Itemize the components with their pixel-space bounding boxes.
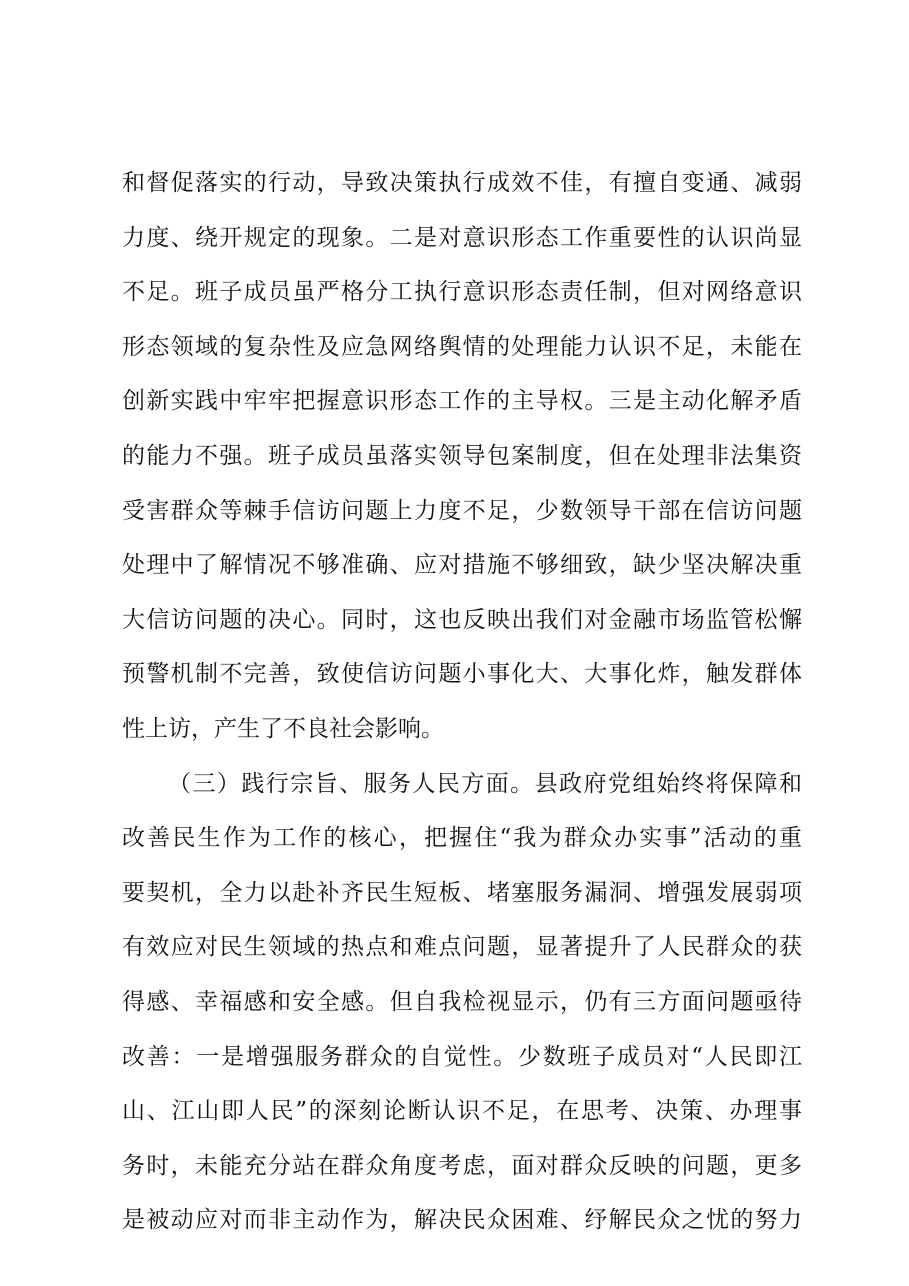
text-line: 受害群众等棘手信访问题上力度不足，少数领导干部在信访问题 <box>122 497 802 524</box>
body-text <box>122 156 802 1248</box>
text-line: 的能力不强。班子成员虽落实领导包案制度，但在处理非法集资 <box>122 442 802 469</box>
text-line: 不足。班子成员虽严格分工执行意识形态责任制，但对网络意识 <box>122 279 802 306</box>
text-line: 要契机，全力以赴补齐民生短板、堵塞服务漏洞、增强发展弱项 <box>122 879 802 906</box>
text-line: 预警机制不完善，致使信访问题小事化大、大事化炸，触发群体 <box>122 661 802 688</box>
text-line: 力度、绕开规定的现象。二是对意识形态工作重要性的认识尚显 <box>122 224 802 251</box>
text-line: 是被动应对而非主动作为，解决民众困难、纾解民众之忧的努力 <box>122 1207 802 1234</box>
text-line: 山、江山即人民”的深刻论断认识不足，在思考、决策、办理事 <box>122 1098 802 1125</box>
text-line: 有效应对民生领域的热点和难点问题，显著提升了人民群众的获 <box>122 934 802 961</box>
section-heading-line: （三）践行宗旨、服务人民方面。县政府党组始终将保障和 <box>168 770 802 797</box>
text-line: 得感、幸福感和安全感。但自我检视显示，仍有三方面问题亟待 <box>122 988 802 1015</box>
paragraph-end-line: 性上访，产生了不良社会影响。 <box>122 715 444 742</box>
text-line: 创新实践中牢牢把握意识形态工作的主导权。三是主动化解矛盾 <box>122 388 802 415</box>
text-line: 处理中了解情况不够准确、应对措施不够细致，缺少坚决解决重 <box>122 552 802 579</box>
text-line: 改善民生作为工作的核心，把握住“我为群众办实事”活动的重 <box>122 825 802 852</box>
text-line: 形态领域的复杂性及应急网络舆情的处理能力认识不足，未能在 <box>122 333 802 360</box>
text-line: 改善：一是增强服务群众的自觉性。少数班子成员对“人民即江 <box>122 1043 802 1070</box>
text-line: 务时，未能充分站在群众角度考虑，面对群众反映的问题，更多 <box>122 1152 802 1179</box>
text-line: 大信访问题的决心。同时，这也反映出我们对金融市场监管松懈 <box>122 606 802 633</box>
text-line: 和督促落实的行动，导致决策执行成效不佳，有擅自变通、减弱 <box>122 170 802 196</box>
